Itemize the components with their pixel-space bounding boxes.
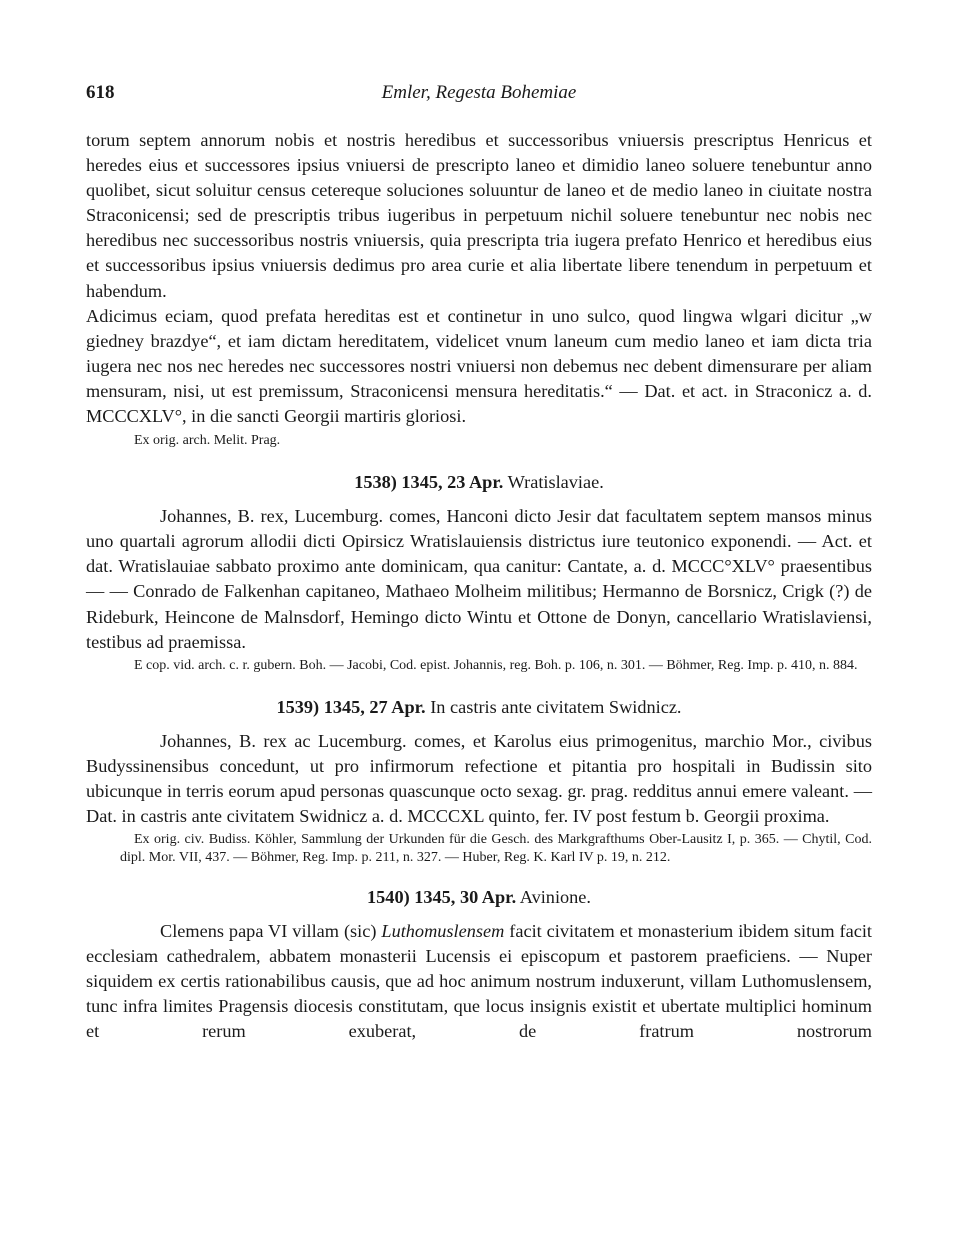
entry-heading-1540: [86, 885, 872, 909]
entry-source-1539: Ex orig. civ. Budiss. Köhler, Sammlung der Urkunden für die Gesch. des Markgrafthums Ober-Lausitz I, p. 365. — Chytil, Cod. dipl. Mor. VII, 437. — Böhmer, Reg. Imp. p. 211, n. 327. — Huber, Reg. K. Karl IV p. 19, n. 212.: [120, 832, 872, 866]
page-number: 618: [86, 82, 115, 103]
page-body: [86, 128, 872, 1045]
entry-text-1539: Johannes, B. rex ac Lucemburg. comes, et Karolus eius primogenitus, marchio Mor., civibus Budyssinensibus concedunt, ut pro infirmorum refectione et pitantia pro hospitali in Budissin sito ubicunque in terris eorum apud personas quascunque octo sexag. gr. prag. redditus annui emere valeant. — Dat. in castris ante civitatem Swidnicz a. d. MCCCXL quinto, fer. IV post festum b. Georgii proxima.: [86, 730, 872, 826]
entry-heading-1538: [86, 470, 872, 494]
entry-number-date: 1540) 1345, 30 Apr.: [367, 887, 517, 908]
entry-text-part: Clemens papa VI villam (sic): [160, 921, 382, 942]
entry-text-1538: Johannes, B. rex, Lucemburg. comes, Hanconi dicto Jesir dat facultatem septem mansos minus uno quartali agrorum allodii dicti Opirsicz Wratislauiensis districtus iure teutonico exponendi. — Act. et dat. Wratislauiae sabbato proximo ante dominicam, qua canitur: Cantate, a. d. MCCC°XLV° praesentibus — — Conrado de Falkenhan capitaneo, Mathaeo Molheim militibus; Hermanno de Borsnicz, Crigk (?) de Rideburk, Heincone de Malnsdorf, Hemingo dicto Wintu et Ottone de Donyn, cancellario Wratislaviensi, testibus ad praemissa.: [86, 506, 872, 652]
continued-paragraph-2: Adicimus eciam, quod prefata hereditas est et continetur in uno sulco, quod lingwa wlgari dicitur „w giedney brazdye“, et iam dictam hereditatem, videlicet vnum laneum cum medio laneo et iam dicta tria iugera nec nos nec heredes nec successores nostri vniuersi non debemus nec debent dimensurare per aliam mensuram, nisi, ut est premissum, Straconicensi mensura hereditatis.“ — Dat. et act. in Straconicz a. d. MCCCXLV°, in die sancti Georgii martiris gloriosi.: [86, 305, 872, 427]
page-header: [86, 82, 872, 108]
entry-text-part: facit civitatem et monasterium ibidem situm facit ecclesiam cathedralem, abbatem monasterii Lucensis ei episcopum et pastorem praeficiens. — Nuper siquidem ex certis rationabilibus causis, que ad hoc animum nostrum induxerunt, villam Luthomuslensem, tunc infra limites Pragensis diocesis constitutam, que locus insignis existit et ubertate multiplici hominum et rerum exuberat, de fratrum nostrorum: [86, 921, 872, 1042]
entry-text-italic: Luthomuslensem: [381, 921, 505, 942]
entry-source-1538: E cop. vid. arch. c. r. gubern. Boh. — Jacobi, Cod. epist. Johannis, reg. Boh. p. 106, n. 301. — Böhmer, Reg. Imp. p. 410, n. 884.: [134, 657, 858, 673]
source-note: Ex orig. arch. Melit. Prag.: [134, 433, 281, 449]
entry-place: Wratislaviae.: [507, 472, 604, 493]
entry-heading-1539: [86, 695, 872, 719]
entry-text-1540: [86, 919, 872, 1044]
running-title: Emler, Regesta Bohemiae: [381, 82, 577, 103]
entry-number-date: 1539) 1345, 27 Apr.: [276, 696, 426, 717]
entry-place: In castris ante civitatem Swidnicz.: [430, 696, 682, 717]
continued-paragraph-1: torum septem annorum nobis et nostris heredibus et successoribus vniuersis prescriptus Henricus et heredes eius et successores ipsius vniuersi de prescripto laneo et dimidio laneo soluere tenebuntur anno quolibet, sicut soluitur census cetereque soluciones soluuntur de laneo et de medio laneo in ciuitate nostra Straconicensi; sed de prescriptis tribus iugeribus in perpetuum nichil soluere tenebuntur nec nobis nec heredibus nec successoribus nostris vniuersis, quia prescripta tria iugera prefato Henrico et heredibus eius et successoribus ipsius vniuersis dedimus pro area curie et alia libertate libere tenendum in perpetuum et habendum.: [86, 130, 872, 301]
entry-place: Avinione.: [519, 887, 591, 908]
entry-number-date: 1538) 1345, 23 Apr.: [354, 472, 504, 493]
